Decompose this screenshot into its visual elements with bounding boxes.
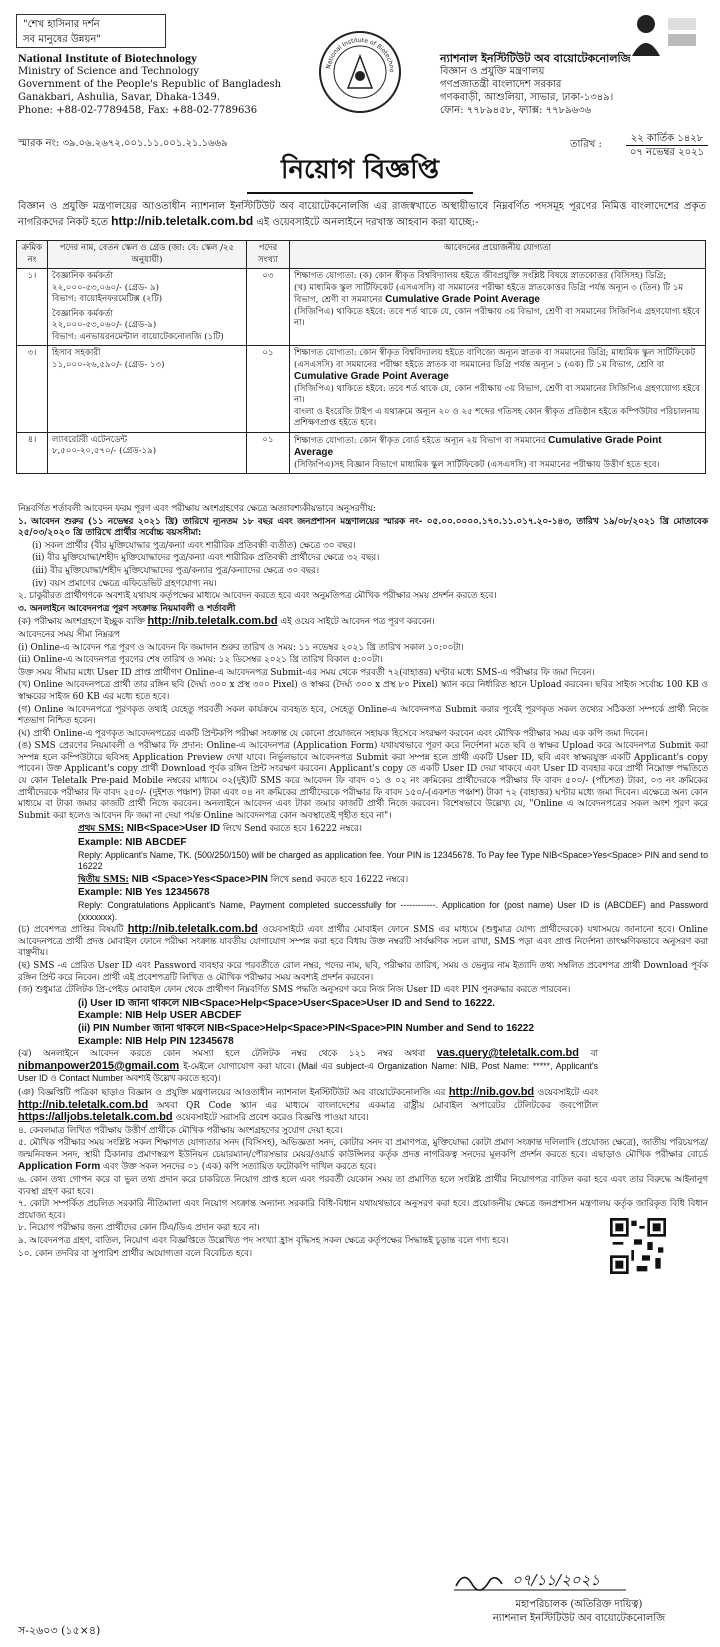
- qual-2: (সিজিপিএ) থাকিতে হইবে: তবে শর্ত থাকে যে, কোন পরীক্ষায় ৩য় বিভাগ, শ্রেণী বা সমমানের সিজিপিএ গ্রহণযোগ্য হইবে না।: [294, 383, 700, 405]
- sms-2: [18, 874, 708, 887]
- terms-section: [18, 504, 708, 1261]
- signer-designation: মহাপরিচালক (অতিরিক্ত দায়িত্ব): [515, 1599, 643, 1610]
- term-3-ch-text-1: (চ) প্রবেশপত্র প্রাপ্তির বিষয়টি: [18, 925, 124, 936]
- sms-1-command: NIB<Space>User ID: [126, 823, 221, 835]
- row-qualification: [290, 269, 706, 346]
- portrait-emblem: [628, 10, 700, 56]
- intro-paragraph: [18, 200, 706, 230]
- date-english: ০৭ নভেম্বর ২০২১: [629, 147, 705, 158]
- term-3-gh: (ঘ) প্রার্থী Online-এ পূরণকৃত আবেদনপত্রের একটি প্রিন্টকপি পরীক্ষা সংক্রান্ত যে কোনো প্রয়োজনে সহায়ক হিসেবে সংরক্ষণ করবেন এবং মৌখিক পরীক্ষার সময় এক কপি জমা দিবেন।: [18, 728, 648, 739]
- signer-org: ন্যাশনাল ইনস্টিটিউট অব বায়োটেকনোলজি: [492, 1613, 666, 1624]
- phone-bn: ফোন: ৭৭৮৯৪৫৮, ফ্যাক্স: ৭৭৮৯৬৩৬: [440, 105, 592, 116]
- term-4: ৪. কেবলমাত্র লিখিত পরীক্ষায় উত্তীর্ণ প্রার্থীকে মৌখিক পরীক্ষায় অংশগ্রহণের সুযোগ দেয়া হবে।: [18, 1125, 343, 1136]
- signer-block: [448, 1598, 710, 1626]
- print-code: স-২৬০৩ (১৫×৪): [18, 1624, 101, 1637]
- signature-date: ০৭/১১/২০২১: [512, 1571, 601, 1589]
- term-3-chh: (ছ) SMS -এ প্রেরিত User ID এবং Password ব্যবহার করে পরবর্তীতে রোল নম্বর, পদের নাম, ছবি, পরীক্ষার তারিখ, সময় ও ভেন্যুর নাম ইত্যাদি তথ্য সম্বলিত প্রবেশপত্র প্রার্থী Download পূর্বক রঙ্গিন প্রিন্ট করে নিবেন। প্রার্থী এই প্রবেশপত্রটি লিখিত ও মৌখিক পরীক্ষার সময় অবশ্যই প্রদর্শন করবেন।: [18, 960, 708, 983]
- term-3-k-text-1: (ক) পরীক্ষায় অংশগ্রহণে ইচ্ছুক ব্যক্তি: [18, 617, 145, 628]
- term-9: ৯. আবেদনপত্র গ্রহণ, বাতিল, নিয়োগ এবং বিজ্ঞপ্তিতে উল্লেখিত পদ সংখ্যা হ্রাস বৃদ্ধিসহ সকল ক্ষেত্রে কর্তৃপক্ষের সিদ্ধান্তই চূড়ান্ত বলে গণ্য হবে।: [18, 1236, 509, 1247]
- signature-handwritten: [450, 1566, 630, 1594]
- government-bn: গণপ্রজাতন্ত্রী বাংলাদেশ সরকার: [440, 79, 562, 90]
- post-dept: বিভাগ: বায়োইনফরমেটিক্স (২টি): [52, 294, 163, 304]
- term-3-k-text-2: এই ওয়েব সাইটে আবেদন পত্র পূরণ করবেন।: [280, 617, 435, 628]
- term-3-jh-text-2: ই-মেইলে যোগাযোগ করা যাবে। (Mail এর subject-এ Organization Name: NIB, Post Name: *****, Applicant's User ID ও Contact Number অবশ্যই উল্লেখ করতে হবে)।: [18, 1060, 598, 1084]
- sms-1-example: Example: NIB ABCDEF: [78, 837, 187, 849]
- table-row: [17, 346, 706, 433]
- row-qualification: [290, 346, 706, 433]
- alljobs-site-link[interactable]: https://alljobs.teletalk.com.bd: [18, 1111, 173, 1124]
- sms-2-reply: Reply: Congratulations Applicant's Name, Payment completed successfully for ------------. Application for (post name) User ID is (ABCDEF) and Password (xxxxxxx).: [78, 900, 708, 922]
- term-10: ১০. কোন তদবির বা সুপারিশ প্রার্থীর অযোগ্যতা বলে বিবেচিত হবে।: [18, 1248, 253, 1259]
- post-name: হিসাব সহকারী: [52, 348, 101, 358]
- ministry-bn: বিজ্ঞান ও প্রযুক্তি মন্ত্রণালয়: [440, 66, 545, 77]
- term-3: ৩. অনলাইনে আবেদনপত্র পূরণ সংক্রান্ত নিয়মাবলী ও শর্তাবলী: [18, 603, 236, 614]
- term-2: ২. চাকুরীরত প্রার্থীগণকে অবশ্যই যথাযথ কর্তৃপক্ষের মাধ্যমে আবেদন করতে হবে এবং অনুমতিপত্র মৌখিক পরীক্ষার সময় প্রদর্শন করতে হবে।: [18, 591, 497, 602]
- post-name-2: বৈজ্ঞানিক কর্মকর্তা: [52, 308, 114, 319]
- term-5-text-a: ৫. মৌখিক পরীক্ষার সময় সংশ্লিষ্ট সকল শিক্ষাগত যোগ্যতার সনদ (বিসিসহ), অভিজ্ঞতা সনদ, কোটার সনদ বা প্রমাণপত্র, মুক্তিযোদ্ধা কোটা প্রমাণ সংক্রান্ত দলিলাদি (প্রযোজ্য ক্ষেত্রে), জাতীয় পরিচয়পত্র/ জন্মনিবন্ধন সনদ, স্থায়ী ঠিকানার প্রমাণস্বরূপ ইউনিয়ন চেয়ারম্যান/পৌরসভার মেয়র/ওয়ার্ড কাউন্সিলর কর্তৃক প্রদত্ত নাগরিকত্ব সনদের মূলকপি প্রদর্শন করতে হবে। এছাড়াও মৌখিক পরীক্ষার বোর্ডে: [18, 1138, 708, 1160]
- ministry-en: Ministry of Science and Technology: [18, 66, 200, 77]
- qual-1-text: শিক্ষাগত যোগ্যতা: কোন স্বীকৃত বোর্ড হইতে অন্যূন ২য় বিভাগ বা সমমানের: [294, 435, 546, 446]
- term-3-ch-text-2: ওয়েবসাইটে এবং প্রার্থীর মোবাইল ফোনে SMS এর মাধ্যমে (শুধুমাত্র যোগ্য প্রার্থীদেরকে) যথাসময়ে জানানো হবে। Online আবেদনপত্রে প্রার্থী প্রদত্ত মোবাইল ফোনে পরীক্ষা সংক্রান্ত যাবতীয় যোগাযোগ সম্পন্ন করা হবে বিধায় উক্ত নম্বরটি সার্বক্ষণিক সচল রাখা, SMS পড়া এবং প্রাপ্ত নির্দেশনা তাৎক্ষণিকভাবে অনুসরণ করা বাঞ্ছনীয়।: [18, 925, 708, 959]
- term-7: ৭. কোটা সম্পর্কিত প্রচলিত সরকারি নীতিমালা এবং নিয়োগ সংক্রান্ত অন্যান্য সরকারি বিধি-বিধান যথাযথভাবে অনুসরণ করা হবে। প্রয়োজনীয় ক্ষেত্রে জনপ্রশাসন মন্ত্রণালয় কর্তৃক জারিকৃত বিধি বিধান প্রযোজ্য হবে।: [18, 1199, 708, 1221]
- teletalk-site-link[interactable]: http://nib.teletalk.com.bd: [18, 1098, 149, 1111]
- qr-code[interactable]: [610, 1218, 666, 1274]
- row-serial: ১।: [17, 269, 48, 346]
- term-3-end: (ii) Online-এ আবেদনপত্র পূরণের শেষ তারিখ ও সময়: ১২ ডিসেম্বর ২০২১ খ্রি তারিখ বিকাল ৫:০০টা।: [18, 655, 383, 666]
- row-count: ০১: [247, 432, 290, 474]
- intro-text-1: বিজ্ঞান ও প্রযুক্তি মন্ত্রণালয়ের আওতাধীন ন্যাশনাল ইনস্টিটিউট অব বায়োটেকনোলজি এর রাজস্বখাতে অস্থায়ীভাবে নিম্নবর্ণিত পদসমূহ পূরণের নিমিত্ত বাংলাদেশের প্রকৃত নাগরিকদের নিকট হতে: [18, 201, 706, 228]
- sms-2-command: NIB <Space>Yes<Space>PIN: [131, 873, 268, 885]
- term-3-k: [18, 616, 708, 629]
- term-3-n-text-4: ওয়েবসাইটে সরাসরি প্রবেশ করেও বিজ্ঞপ্তি পাওয়া যাবে।: [175, 1113, 369, 1124]
- term-3-j: (জ) শুধুমাত্র টেলিটক প্রি-পেইড মোবাইল ফোন থেকে প্রার্থীগণ নিম্নবর্ণিত SMS পদ্ধতি অনুসরণ করে নিজ নিজ User ID এবং PIN পুনরুদ্ধার করতে পারবেন।: [18, 985, 571, 996]
- qual-3: (সিজিপিএ) থাকিতে হইবে: তবে শর্ত থাকে যে, কোন পরীক্ষায় ৩য় বিভাগ, শ্রেণী বা সমমানের সিজিপিএ গ্রহণযোগ্য হইবে না।: [294, 306, 700, 328]
- sms-2-example: Example: NIB Yes 12345678: [78, 887, 210, 899]
- term-3-schedule: আবেদনের সময় সীমা নিম্নরূপ: [18, 629, 120, 640]
- qual-1: [294, 435, 701, 460]
- header-bangla: [440, 52, 710, 117]
- term-1-i: (i) সকল প্রার্থীর (বীর মুক্তিযোদ্ধার পুত্র/কন্যা এবং শারীরিক প্রতিবন্ধী ব্যতীত) ক্ষেত্রে ৩০ বছর।: [32, 540, 356, 551]
- table-row: [17, 432, 706, 474]
- recover-userid: (i) User ID জানা থাকলে NIB<Space>Help<Space>User<Space>User ID and Send to 16222.: [78, 997, 496, 1009]
- term-1-iii: (iii) বীর মুক্তিযোদ্ধা/শহীদ মুক্তিযোদ্ধাদের পুত্র/কন্যার পুত্র/কন্যাদের ক্ষেত্রে ৩০ বছর।: [32, 565, 320, 576]
- header-qualification: আবেদনের প্রয়োজনীয় যোগ্যতা: [290, 241, 706, 269]
- term-5: [18, 1138, 708, 1174]
- sms-2-label: দ্বিতীয় SMS:: [78, 874, 129, 885]
- term-3-jh-text-1: (ঝ) অনলাইনে আবেদন করতে কোন সমস্যা হলে টেলিটক নম্বর থেকে ১২১ নম্বর অথবা: [18, 1049, 426, 1060]
- term-3-n-text-1: (ঞ) বিজ্ঞপ্তিটি পত্রিকা ছাড়াও বিজ্ঞান ও প্রযুক্তি মন্ত্রণালয়ের আওতাধীন ন্যাশনাল ইনস্টিটিউট অব বায়োটেকনোলজি এর: [18, 1087, 446, 1098]
- term-3-ch: [18, 924, 708, 960]
- org-name-bn: ন্যাশনাল ইনস্টিটিউট অব বায়োটেকনোলজি: [440, 52, 631, 65]
- row-count: ০৩: [247, 269, 290, 346]
- address-bn: গণকবাড়ী, আশুলিয়া, সাভার, ঢাকা-১৩৪৯।: [440, 92, 614, 103]
- address-en: Ganakbari, Ashulia, Savar, Dhaka-1349.: [18, 92, 220, 103]
- qual-2-text: (খ) মাধ্যমিক স্কুল সার্টিফিকেট (এসএসসি) বা সমমানের পরীক্ষা হইতে স্নাতকোত্তর ডিগ্রি পর্যন্ত অন্যূন ৩ (তিন) টি ১ম বিভাগ, শ্রেণী বা সমমানের: [294, 282, 684, 305]
- qual-1-text: শিক্ষাগত যোগ্যতা: কোন স্বীকৃত বিশ্ববিদ্যালয় হইতে বাণিজ্যে অন্যূন স্নাতক বা সমমানের ডিগ্রি; মাধ্যমিক স্কুল সার্টিফিকেট (এসএসসি) বা সমমানের পরীক্ষা হইতে স্নাতক বা সমমানের ডিগ্রি পর্যন্ত অন্যূন ১ (এক) টি ১ম বিভাগ, শ্রেণি বা: [294, 348, 696, 370]
- memo-reference: স্মারক নং: ৩৯.০৬.২৬৭২.০০১.১১.০০১.২১.১৬৬৯: [18, 138, 228, 149]
- header-post: পদের নাম, বেতন স্কেল ও গ্রেড (জা: বে: স্কেল /২৫ অনুযায়ী): [48, 241, 247, 269]
- qual-cgpa: Cumulative Grade Point Average: [294, 371, 449, 382]
- term-3-kh: (খ) Online আবেদনপত্রে প্রার্থী তার রঙ্গিন ছবি (দৈর্ঘ্য ৩০০ x প্রস্থ ৩০০ Pixel) ও স্বাক্ষর (দৈর্ঘ্য ৩০০ x প্রস্থ ৮০ Pixel) স্ক্যান করে নির্ধারিত স্থানে Upload করবেন। ছবির সাইজ সর্বোচ্চ 100 KB ও স্বাক্ষরের সাইজ 60 KB এর মধ্যে হতে হবে।: [18, 680, 708, 702]
- term-3-n-text-3: অথবা QR Code স্ক্যান এর মাধ্যমে বাংলাদেশের একমাত্র রাষ্ট্রীয় মোবাইল অপারেটর টেলিটকের জবপোর্টাল: [156, 1100, 598, 1111]
- sms-1-tail: লিখে Send করতে হবে 16222 নম্বরে।: [222, 824, 362, 835]
- date-label: তারিখ :: [570, 139, 602, 150]
- term-3-userid: উক্ত সময় সীমার মধ্যে User ID প্রাপ্ত প্রার্থীগণ Online-এ আবেদনপত্র Submit-এর সময় থেকে পরবর্তী ৭২(বাহাত্তর) ঘণ্টার মধ্যে SMS-এ পরীক্ষার ফি জমা দিবেন।: [18, 667, 595, 678]
- term-8: ৮. নিয়োগ পরীক্ষার জন্য প্রার্থীদের কোন টিএ/ডিএ প্রদান করা হবে না।: [18, 1223, 260, 1234]
- term-3-jh-or: বা: [590, 1049, 599, 1060]
- post-scale: ৮,৫০০-২০,৫৭০/- (গ্রেড-১৯): [52, 446, 157, 456]
- qual-1: শিক্ষাগত যোগ্যতা: (ক) কোন স্বীকৃত বিশ্ববিদ্যালয় হইতে জীবপ্রযুক্তি সংশ্লিষ্ট বিষয়ে স্নাতকোত্তর (বিসিসহ) ডিগ্রি;: [294, 271, 667, 281]
- term-3-jh: [18, 1048, 598, 1086]
- intro-url-link[interactable]: http://nib.teletalk.com.bd: [111, 214, 254, 228]
- logo-ring-text: National Institute of Biotechno: [325, 36, 396, 73]
- slogan-box: [16, 14, 166, 48]
- term-3-ch-url[interactable]: http://nib.teletalk.com.bd: [127, 923, 258, 936]
- term-1-ii: (ii) বীর মুক্তিযোদ্ধা/শহীদ মুক্তিযোদ্ধাদের পুত্র/কন্যা এবং শারীরিক প্রতিবন্ধী প্রার্থীদের ক্ষেত্রে ৩২ বছর।: [32, 553, 380, 564]
- term-6: ৬. কোন তথ্য গোপন করে বা ভুল তথ্য প্রদান করে চাকরিতে নিয়োগ প্রাপ্ত হলে এবং পরবর্তী যেকোন সময় তা প্রমাণিত হলে সংশ্লিষ্ট প্রার্থীর নিয়োগপত্র বাতিল করা হবে এবং তার বিরুদ্ধে আইনানুগ ব্যবস্থা গ্রহণ করা হবে।: [18, 1175, 708, 1197]
- row-post: [48, 346, 247, 433]
- term-3-sms-rules: (ঙ) SMS প্রেরণের নিয়মাবলী ও পরীক্ষার ফি প্রদান: Online-এ আবেদনপত্র (Application Form) যথাযথভাবে পূরণ করে নির্দেশনা মতে ছবি ও স্বাক্ষর Upload করে আবেদনপত্র Submit করা সম্পন্ন হলে কম্পিউটারে ছবিসহ Application Preview দেখা যাবে। নির্ভুলভাবে আবেদনপত্র Submit করা সম্পন্ন হলে প্রার্থী একটি User ID, ছবি এবং স্বাক্ষরযুক্ত একটি Applicant's copy পাবেন। উক্ত Applicant's copy প্রার্থী Download পূর্বক রঙ্গিন প্রিন্ট সংরক্ষণ করবেন। Applicant's copy তে একটি User ID দেয়া থাকবে এবং User ID ব্যবহার করে প্রার্থী নিম্নোক্ত পদ্ধতিতে যে কোন Teletalk Pre-paid Mobile নম্বরের মাধ্যমে ০২(দুই)টি SMS করে আবেদন ফি বাবদ ০১ ও ০২ নং ক্রমিকের প্রার্থীদেরকে পরীক্ষার ফি বাবদ ৫০০/- (পাঁচশত) টাকা, ০৩ নং ক্রমিকের প্রার্থীদেরকে পরীক্ষার ফি বাবদ ২৫০/- (দুইশত পঞ্চাশ) টাকা এবং ০৪ নং ক্রমিকের প্রার্থীদেরকে পরীক্ষার ফি বাবদ ১৫০/-(একশত পঞ্চাশ) টাকা ৭২ (বাহাত্তর) ঘণ্টার মধ্যে জমা দিবেন। এক্ষেত্রে অন্য কোন মাধ্যমে বা টাকা জমার কাজটি প্রার্থী নিজে করবেন। অনলাইনে আবেদন এবং টাকা জমার কাজটি প্রার্থী নিজে করবেন। বিশেষভাবে উল্লেখ্য যে, "Online এ আবেদনপত্রের সকল অংশ পূরণ করে Submit করা হলেও আবেদন ফি জমা না দেয়া পর্যন্ত Online আবেদনপত্র কোন অবস্থাতেই গৃহীত হবে না"।: [18, 741, 708, 821]
- row-count: ০১: [247, 346, 290, 433]
- term-3-n: [18, 1087, 598, 1125]
- terms-lead: নিম্নবর্ণিত শর্তাবলী আবেদন ফরম পূরণ এবং পরীক্ষায় অংশগ্রহণের ক্ষেত্রে অত্যাবশ্যকীয়ভাবে অনুসরণীয়:: [18, 504, 376, 514]
- government-en: Government of the People's Republic of Bangladesh: [18, 79, 282, 90]
- row-post: [48, 432, 247, 474]
- header-english: [18, 52, 298, 117]
- org-name-en: National Institute of Biotechnology: [18, 51, 198, 65]
- term-3-n-text-2: ওয়েবসাইটে এবং: [537, 1087, 598, 1098]
- sms-1-reply: Reply: Applicant's Name, TK. (500/250/150) will be charged as application fee. Your PIN is 12345678. To Pay fee Type NIB<Space>Yes<Space> PIN and send to 16222: [78, 849, 708, 872]
- manpower-email-link[interactable]: nibmanpower2015@gmail.com: [18, 1059, 180, 1072]
- recover-pin: (ii) PIN Number জানা থাকলে NIB<Space>Help<Space>PIN<Space>PIN Number and Send to 16222: [78, 1022, 534, 1034]
- post-scale-2: ২২,০০০-৫৩,০৬০/- (গ্রেড-৯): [52, 320, 157, 330]
- qual-2: (সিজিপিএ)সহ বিজ্ঞান বিভাগে মাধ্যমিক স্কুল সার্টিফিকেট (এসএসসি) বা সমমানের পরীক্ষায় উত্তীর্ণ হতে হবে।: [294, 459, 660, 470]
- post-dept-2: বিভাগ: এনভায়রনমেন্টাল বায়োটেকনোলজি (১টি): [52, 331, 224, 342]
- sms-1-label: প্রথম SMS:: [78, 824, 124, 835]
- row-serial: ৩।: [17, 346, 48, 433]
- qual-1: [294, 348, 701, 384]
- table-header-row: [17, 241, 706, 269]
- term-1-iv: (iv) বয়স প্রমাণের ক্ষেত্রে এফিডেভিট গ্রহণযোগ্য নয়।: [32, 578, 217, 589]
- qual-cgpa: Cumulative Grade Point Average: [294, 434, 662, 458]
- post-name: বৈজ্ঞানিক কর্মকর্তা: [52, 271, 114, 281]
- qual-cgpa: Cumulative Grade Point Average: [385, 294, 540, 305]
- post-scale: ১১,০০০-২৬,৫৯০/- (গ্রেড- ১৩): [52, 359, 165, 370]
- intro-text-2: এই ওয়েবসাইটে অনলাইনে দরখাস্ত আহবান করা যাচ্ছে:-: [256, 217, 479, 228]
- table-row: [17, 269, 706, 346]
- post-name: ল্যাবরেটরী এটেনডেন্ট: [52, 434, 128, 445]
- row-serial: ৪।: [17, 432, 48, 474]
- row-qualification: [290, 432, 706, 474]
- term-5-form: Application Form: [18, 1161, 101, 1173]
- qual-3: বাংলা ও ইংরেজি টাইপ এ যথাক্রমে অন্যূন ২০ ও ২৫ শব্দের গতিসহ কোন স্বীকৃত প্রতিষ্ঠান হইতে কম্পিউটার পরিচালনায় প্রশিক্ষণপ্রাপ্ত হইতে হবে।: [294, 406, 700, 428]
- recover-pin-example: Example: NIB Help PIN 12345678: [78, 1035, 234, 1047]
- qual-2: [294, 283, 701, 307]
- header-count: পদের সংখ্যা: [247, 241, 290, 269]
- header-serial: ক্রমিক নং: [17, 241, 48, 269]
- sms-1: [18, 823, 708, 836]
- term-3-start: (i) Online-এ আবেদন পত্র পূরণ ও আবেদন ফি জমাদান শুরুর তারিখ ও সময়: ১১ নভেম্বর ২০২১ খ্রি তারিখ সকাল ১০:০০টা।: [18, 642, 464, 653]
- term-3-g: (গ) Online আবেদনপত্রে পূরণকৃত তথ্যই যেহেতু পরবর্তী সকল কার্যক্রমে ব্যবহৃত হবে, সেহেতু Online-এ আবেদনপত্র Submit করার পূর্বেই পূরণকৃত সকল তথ্যের সঠিকতা সম্পর্কে প্রার্থী নিজে শতভাগ নিশ্চিত হবেন।: [18, 704, 708, 727]
- support-email-link[interactable]: vas.query@teletalk.com.bd: [436, 1047, 579, 1060]
- term-5-text-b: এবং উক্ত সকল সনদের ০১ (এক) কপি সত্যায়িত ফটোকপি দাখিল করতে হবে।: [103, 1162, 377, 1173]
- term-1: ১. আবেদন শুরুর (১১ নভেম্বর ২০২১ খ্রি) তারিখে ন্যূনতম ১৮ বছর এবং জনপ্রশাসন মন্ত্রণালয়ের স্মারক নং- ০৫.০০.০০০০.১৭০.১১.০১৭.২০-১৪৩, তারিখ ১৯/০৮/২০২১ খ্রি মোতাবেক ২৫/০৩/২০২০ খ্রি তারিখে প্রার্থীর সর্বোচ্চ বয়সসীমা:: [18, 516, 708, 539]
- term-3-k-url[interactable]: http://nib.teletalk.com.bd: [147, 615, 278, 628]
- date-bangla: ২২ কার্তিক ১৪২৮: [626, 132, 708, 146]
- gov-site-link[interactable]: http://nib.gov.bd: [448, 1085, 535, 1098]
- slogan-line-2: সব মানুষের উন্নয়ন": [23, 34, 101, 45]
- row-post: [48, 269, 247, 346]
- notice-title: নিয়োগ বিজ্ঞপ্তি: [247, 150, 473, 194]
- institute-logo: [318, 30, 402, 114]
- phone-en: Phone: +88-02-7789458, Fax: +88-02-7789636: [18, 105, 258, 116]
- sms-2-tail: লিখে send করতে হবে 16222 নম্বরে।: [270, 874, 409, 885]
- slogan-line-1: "শেখ হাসিনার দর্শন: [23, 19, 100, 30]
- posts-table: [16, 240, 706, 474]
- post-scale: ২২,০০০-৫৩,০৬০/- (গ্রেড- ৯): [52, 282, 159, 293]
- recover-userid-example: Example: NIB Help USER ABCDEF: [78, 1010, 242, 1022]
